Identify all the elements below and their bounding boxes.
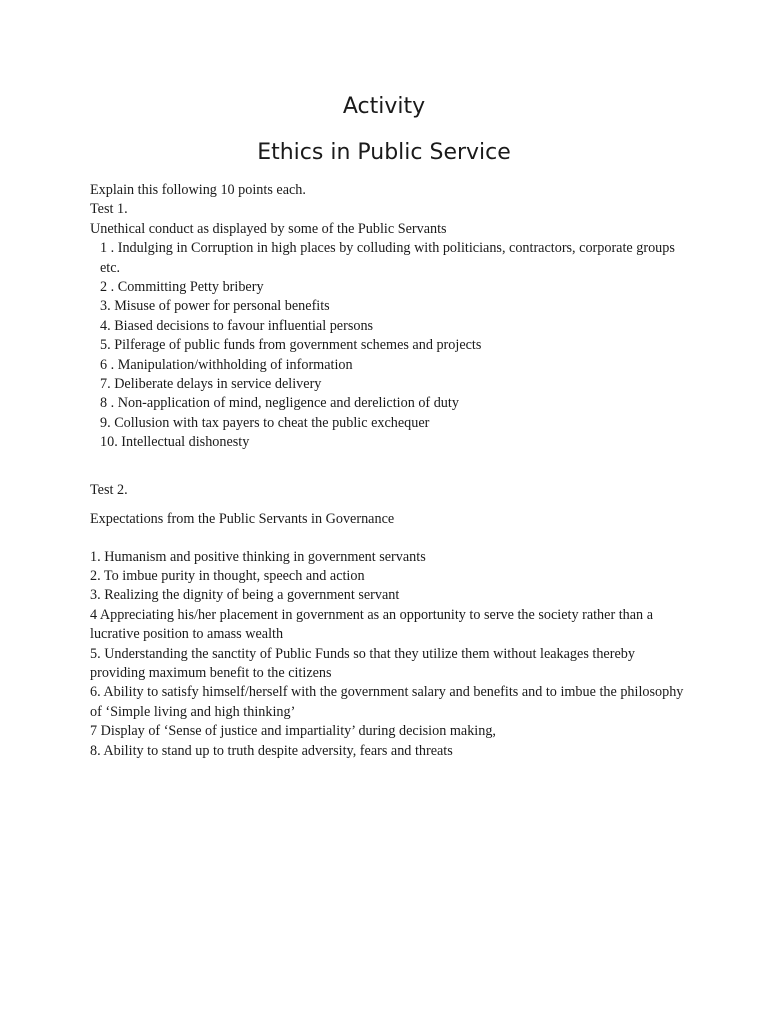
test1-label: Test 1. <box>90 201 128 218</box>
test1-item: 5. Pilferage of public funds from government schemes and projects <box>100 337 482 354</box>
test2-item: 5. Understanding the sanctity of Public Funds so that they utilize them without leakages thereby providing maximum benefit to the citizens <box>90 645 635 681</box>
test1-item: 6 . Manipulation/withholding of information <box>100 356 353 373</box>
test2-item: 1. Humanism and positive thinking in government servants <box>90 548 426 565</box>
test2-item: 6. Ability to satisfy himself/herself with the government salary and benefits and to imbue the philosophy of ‘Simple living and high thinking’ <box>90 684 684 720</box>
instruction-text: Explain this following 10 points each. <box>90 182 306 198</box>
document-subtitle: Ethics in Public Service <box>257 140 511 165</box>
test1-item: 4. Biased decisions to favour influential persons <box>100 317 374 334</box>
section-spacer <box>90 500 690 510</box>
test1-item: 9. Collusion with tax payers to cheat the public exchequer <box>100 414 430 431</box>
test2-label: Test 2. <box>90 481 128 498</box>
test2-heading: Expectations from the Public Servants in Governance <box>90 511 395 528</box>
test2-item: 4 Appreciating his/her placement in government as an opportunity to serve the society rather than a lucrative position to amass wealth <box>90 606 653 643</box>
test2-item: 3. Realizing the dignity of being a government servant <box>90 587 400 604</box>
test1-item: 8 . Non-application of mind, negligence and dereliction of duty <box>100 395 459 412</box>
test2-item: 8. Ability to stand up to truth despite adversity, fears and threats <box>90 742 453 759</box>
test1-item: 7. Deliberate delays in service delivery <box>100 376 322 393</box>
test1-list <box>90 239 690 452</box>
test1-item: 10. Intellectual dishonesty <box>100 434 250 451</box>
document-title: Activity <box>342 94 426 119</box>
section-spacer <box>90 453 690 481</box>
document-body <box>90 181 690 761</box>
test2-item: 7 Display of ‘Sense of justice and impartiality’ during decision making, <box>90 723 496 740</box>
section-spacer <box>90 530 690 548</box>
test1-item: 2 . Committing Petty bribery <box>100 279 264 296</box>
test2-item: 2. To imbue purity in thought, speech and action <box>90 567 365 584</box>
test1-item: 1 . Indulging in Corruption in high places by colluding with politicians, contractors, corporate groups etc. <box>100 240 675 276</box>
test1-item: 3. Misuse of power for personal benefits <box>100 298 330 315</box>
test2-list <box>90 548 690 761</box>
test1-heading: Unethical conduct as displayed by some of the Public Servants <box>90 220 447 237</box>
